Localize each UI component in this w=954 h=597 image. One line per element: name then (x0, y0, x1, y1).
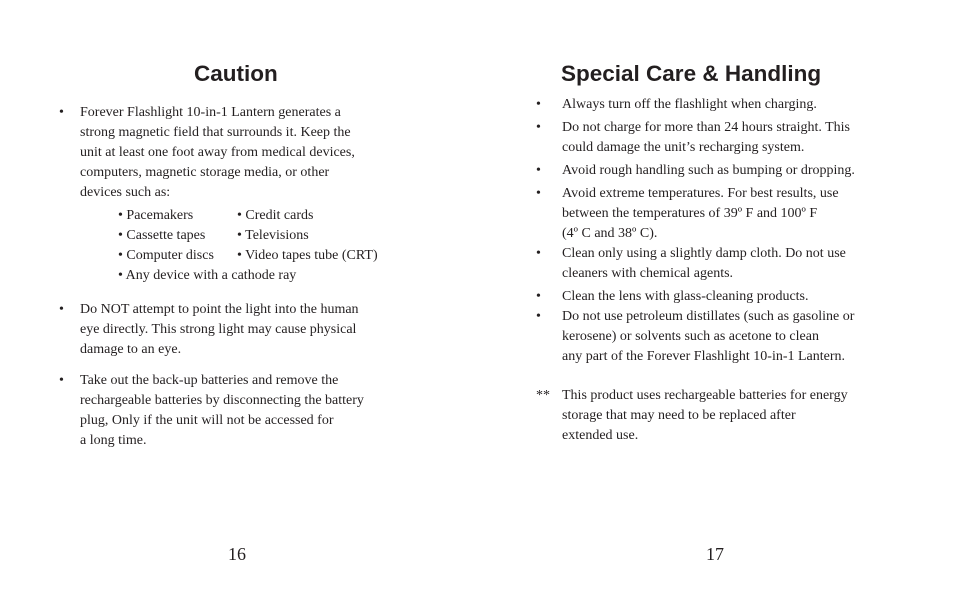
device-item: • Cassette tapes (118, 228, 206, 243)
text-line: eye directly. This strong light may cause physical (80, 322, 357, 337)
text-line: cleaners with chemical agents. (562, 266, 734, 281)
page-number-right: 17 (706, 544, 724, 564)
page-number-left: 16 (228, 544, 246, 564)
text-line: Avoid extreme temperatures. For best results, use (562, 186, 839, 201)
text-line: (4º C and 38º C). (562, 226, 658, 241)
text-line: could damage the unit’s recharging system. (562, 140, 805, 155)
bullet-marker: • (59, 302, 64, 317)
bullet-marker: • (536, 289, 541, 304)
text-line: kerosene) or solvents such as acetone to clean (562, 329, 819, 344)
text-line: a long time. (80, 433, 147, 448)
text-line: Clean the lens with glass-cleaning products. (562, 289, 809, 304)
special-care-heading: Special Care & Handling (561, 61, 822, 86)
text-line: Do not charge for more than 24 hours straight. This (562, 120, 850, 135)
note-marker: ** (536, 388, 550, 403)
right-page (477, 0, 954, 597)
bullet-marker: • (536, 309, 541, 324)
text-line: Always turn off the flashlight when charging. (562, 97, 817, 112)
device-item: • Video tapes tube (CRT) (237, 248, 378, 263)
bullet-marker: • (59, 105, 64, 120)
text-line: extended use. (562, 428, 639, 443)
device-item: • Pacemakers (118, 208, 194, 223)
text-line: storage that may need to be replaced after (562, 408, 796, 423)
bullet-marker: • (536, 186, 541, 201)
text-line: computers, magnetic storage media, or other (80, 165, 330, 180)
device-item: • Computer discs (118, 248, 214, 263)
bullet-marker: • (59, 373, 64, 388)
text-line: damage to an eye. (80, 342, 182, 357)
text-line: between the temperatures of 39º F and 100º F (562, 206, 818, 221)
text-line: Take out the back-up batteries and remove the (80, 373, 339, 388)
text-line: Do not use petroleum distillates (such as gasoline or (562, 309, 855, 324)
text-line: Forever Flashlight 10-in-1 Lantern generates a (80, 105, 341, 120)
text-line: devices such as: (80, 185, 171, 200)
bullet-marker: • (536, 163, 541, 178)
bullet-marker: • (536, 97, 541, 112)
text-line: Do NOT attempt to point the light into the human (80, 302, 359, 317)
text-line: This product uses rechargeable batteries for energy (562, 388, 848, 403)
caution-heading: Caution (194, 61, 278, 86)
text-line: strong magnetic field that surrounds it. Keep the (80, 125, 351, 140)
device-item: • Televisions (237, 228, 309, 243)
bullet-marker: • (536, 246, 541, 261)
bullet-marker: • (536, 120, 541, 135)
text-line: plug, Only if the unit will not be accessed for (80, 413, 334, 428)
text-line: Avoid rough handling such as bumping or dropping. (562, 163, 855, 178)
device-item: • Any device with a cathode ray (118, 268, 297, 283)
text-line: Clean only using a slightly damp cloth. Do not use (562, 246, 846, 261)
text-line: any part of the Forever Flashlight 10-in-1 Lantern. (562, 349, 846, 364)
device-item: • Credit cards (237, 208, 314, 223)
text-line: unit at least one foot away from medical devices, (80, 145, 355, 160)
text-line: rechargeable batteries by disconnecting the battery (80, 393, 364, 408)
